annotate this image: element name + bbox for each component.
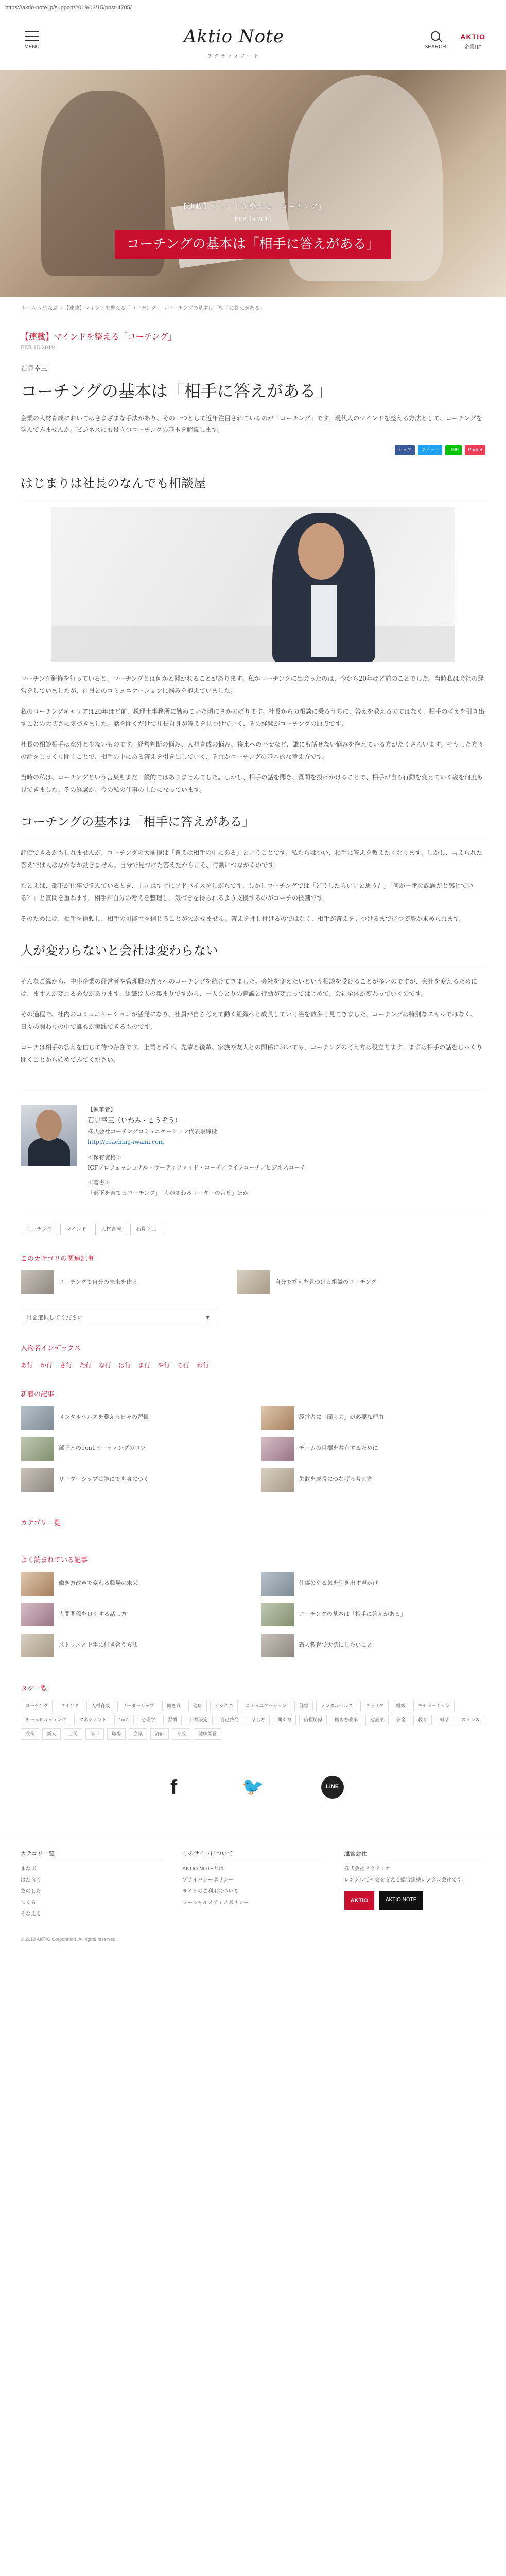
tagcloud-link[interactable]: リーダーシップ: [117, 1701, 159, 1711]
popular-title: コーチングの基本は「相手に答えがある」: [299, 1611, 406, 1618]
tagcloud-link[interactable]: 話し方: [247, 1715, 270, 1725]
search-button[interactable]: [425, 31, 446, 52]
facebook-icon[interactable]: f: [170, 1775, 178, 1799]
corp-label: 企業HP: [464, 44, 482, 50]
recent-article[interactable]: [261, 1468, 462, 1492]
popular-title: 仕事のやる気を引き出す声かけ: [299, 1580, 378, 1587]
site-footer: [0, 1835, 506, 1954]
company-desc: レンタルで社会を支える総合建機レンタル会社です。: [344, 1877, 467, 1883]
article-thumbnail: [261, 1634, 294, 1657]
tagcloud-link[interactable]: 会議: [129, 1728, 147, 1739]
copyright: © 2019 AKTIO Corporation. All rights reserved.: [21, 1936, 117, 1942]
search-icon: [431, 31, 440, 41]
section-heading: はじまりは社長のなんでも相談屋: [21, 473, 485, 500]
tagcloud-link[interactable]: 対話: [435, 1715, 453, 1725]
kana-link[interactable]: な行: [99, 1362, 112, 1369]
related-title: 自分で答えを見つける組織のコーチング: [275, 1278, 377, 1285]
recent-title: メンタルヘルスを整える日々の習慣: [59, 1414, 149, 1421]
article-thumbnail: [21, 1270, 54, 1294]
breadcrumb: ホーム › まなぶ › 【連載】マインドを整える「コーチング」 › コーチングの基本は「相手に答えがある」: [21, 297, 485, 320]
author-quals-title: ＜保有資格＞: [88, 1154, 121, 1161]
footer-heading: カテゴリ一覧: [21, 1848, 162, 1860]
recent-title: チームの目標を共有するために: [299, 1445, 378, 1452]
popular-title: 新人教育で大切にしたいこと: [299, 1641, 373, 1649]
recent-title: 部下との1on1ミーティングのコツ: [59, 1445, 146, 1452]
twitter-icon[interactable]: 🐦: [242, 1776, 264, 1797]
tagcloud-link[interactable]: 建設業: [365, 1715, 389, 1725]
hero-title: コーチングの基本は「相手に答えがある」: [115, 230, 391, 259]
popular-article[interactable]: [21, 1572, 221, 1596]
related-article[interactable]: [21, 1270, 221, 1294]
avatar: [21, 1105, 77, 1166]
tagcloud-link[interactable]: マネジメント: [74, 1715, 111, 1725]
kana-link[interactable]: ら行: [177, 1362, 190, 1369]
paragraph: コーチは相手の答えを信じて待つ存在です。上司と部下、先輩と後輩、家族や友人との関係においても、コーチングの考え方は役立ちます。まずは相手の話をじっくり聞くことから始めてみてください。: [21, 1043, 483, 1063]
tag-cloud: [21, 1701, 485, 1740]
tagcloud-link[interactable]: メンタルヘルス: [316, 1701, 357, 1711]
tagcloud-link[interactable]: 1on1: [114, 1715, 134, 1725]
kana-heading: 人物名インデックス: [21, 1344, 81, 1352]
aktio-note-logo[interactable]: AKTIO NOTE: [379, 1891, 423, 1910]
paragraph: その過程で、社内のコミュニケーションが活発になり、社員が自ら考えて動く組織へと成長していく姿を数多く見てきました。コーチングは特別なスキルではなく、日々の関わりの中で誰もが実践できるものです。: [21, 1010, 477, 1030]
author-profile: [21, 1092, 485, 1211]
breadcrumb-item[interactable]: 【連載】マインドを整える「コーチング」: [64, 306, 162, 311]
paragraph: 私のコーチングキャリアは20年ほど前、税理士事務所に勤めていた頃にさかのぼります。社長からの相談に乗るうちに、答えを教えるのではなく、相手の考えを引き出すことの大切さに気づきました。話を聞くだけで社長自身が答えを見つけていく、その経験がコーチングの原点です。: [21, 708, 485, 728]
footer-link[interactable]: ソーシャルメディアポリシー: [182, 1900, 249, 1906]
breadcrumb-item[interactable]: まなぶ: [42, 306, 58, 311]
social-links: [0, 1740, 506, 1835]
tagcloud-link[interactable]: コミュニケーション: [241, 1701, 291, 1711]
tagcloud-link[interactable]: マインド: [56, 1701, 83, 1711]
recent-list: [21, 1406, 485, 1492]
share-line-button[interactable]: LINE: [445, 445, 462, 455]
tagcloud-link[interactable]: 新人: [42, 1728, 61, 1739]
recent-article[interactable]: [21, 1406, 221, 1430]
chevron-down-icon: ▼: [205, 1315, 211, 1321]
footer-link[interactable]: そなえる: [21, 1911, 41, 1917]
aktio-logo[interactable]: AKTIO: [344, 1891, 374, 1910]
article-thumbnail: [261, 1572, 294, 1596]
footer-col-company: [344, 1848, 485, 1920]
article-tags: [21, 1224, 485, 1235]
tag-link[interactable]: コーチング: [21, 1224, 57, 1235]
footer-col-about: [182, 1848, 323, 1920]
article-thumbnail: [237, 1270, 270, 1294]
author-books: 「部下を育てるコーチング」「人が変わるリーダーの言葉」ほか: [88, 1190, 249, 1197]
popular-title: 人間関係を良くする話し方: [59, 1611, 127, 1618]
paragraph: コーチング研修を行っていると、コーチングとは何かと聞かれることがあります。私がコーチングに出会ったのは、今から20年ほど前のことでした。当時私は会社の経営をしていましたが、社員とのコミュニケーションに悩みを抱えていました。: [21, 675, 484, 695]
tagcloud-link[interactable]: ビジネス: [210, 1701, 238, 1711]
footer-heading: このサイトについて: [182, 1848, 323, 1860]
corporate-link[interactable]: [460, 31, 485, 52]
tagcloud-link[interactable]: キャリア: [360, 1701, 388, 1711]
recent-article[interactable]: [261, 1437, 462, 1461]
footer-link[interactable]: つくる: [21, 1900, 36, 1906]
related-title: コーチングで自分の未来を作る: [59, 1278, 138, 1285]
tagcloud-link[interactable]: 安全: [392, 1715, 410, 1725]
series-heading: このカテゴリの関連記事: [21, 1254, 94, 1262]
company-name: 株式会社アクティオ: [344, 1866, 390, 1872]
tagcloud-link[interactable]: モチベーション: [413, 1701, 455, 1711]
site-logo[interactable]: [184, 22, 284, 61]
hero-category[interactable]: 【連載】マインドを整える「コーチング」: [180, 203, 326, 211]
popular-article[interactable]: [21, 1634, 221, 1657]
article-category[interactable]: 【連載】マインドを整える「コーチング」: [21, 332, 177, 342]
line-icon[interactable]: LINE: [321, 1776, 344, 1799]
tagcloud-link[interactable]: 経営: [294, 1701, 313, 1711]
tag-link[interactable]: マインド: [60, 1224, 92, 1235]
site-header: [0, 13, 506, 70]
recent-article[interactable]: [261, 1406, 462, 1430]
article-thumbnail: [21, 1406, 54, 1430]
footer-link[interactable]: AKTIO NOTEとは: [182, 1866, 224, 1872]
author-name: 石見幸三（いわみ・こうぞう）: [88, 1116, 182, 1125]
archive-select[interactable]: [21, 1310, 216, 1325]
paragraph: 評価できるかもしれませんが、コーチングの大前提は「答えは相手の中にある」ということです。私たちはつい、相手に答えを教えたくなります。しかし、与えられた答えでは人はなかなか動きません。自分で見つけた答えだからこそ、行動につながるのです。: [21, 849, 483, 869]
article-author: 石見幸三: [21, 365, 48, 374]
popular-article[interactable]: [261, 1572, 462, 1596]
section-heading: 人が変わらないと会社は変わらない: [21, 940, 485, 967]
recent-article[interactable]: [21, 1437, 221, 1461]
paragraph: 社長の相談相手は意外と少ないものです。経営判断の悩み、人材育成の悩み、将来への不安など、誰にも話せない悩みを抱えている方がたくさんいます。そうした方々の話をじっくり聞くことで、相手の中にある答えを引き出していく、それがコーチングの基本的な考え方です。: [21, 741, 484, 761]
archive-placeholder: 月を選択してください: [26, 1315, 83, 1321]
tagcloud-link[interactable]: 働き方改革: [330, 1715, 362, 1725]
recent-article[interactable]: [21, 1468, 221, 1492]
kana-link[interactable]: ま行: [138, 1362, 151, 1369]
author-company: 株式会社コーチングコミュニケーション代表取締役: [88, 1128, 217, 1136]
tagcloud-link[interactable]: ストレス: [457, 1715, 484, 1725]
tagcloud-link[interactable]: 職場: [107, 1728, 126, 1739]
tagcloud-link[interactable]: 習慣: [163, 1715, 182, 1725]
menu-button[interactable]: [21, 31, 43, 52]
tagcloud-link[interactable]: 働き方: [162, 1701, 185, 1711]
article-thumbnail: [21, 1572, 54, 1596]
footer-link[interactable]: はたらく: [21, 1877, 41, 1883]
popular-article[interactable]: [261, 1634, 462, 1657]
share-buttons: [21, 445, 485, 455]
footer-link[interactable]: プライバシーポリシー: [182, 1877, 234, 1883]
tagcloud-link[interactable]: 信頼関係: [299, 1715, 327, 1725]
kana-link[interactable]: わ行: [197, 1362, 210, 1369]
tagcloud-link[interactable]: 評価: [150, 1728, 169, 1739]
section-heading: コーチングの基本は「相手に答えがある」: [21, 811, 485, 838]
paragraph: そんなご縁から、中小企業の経営者や管理職の方々へのコーチングを続けてきました。会社を変えたいという相談を受けることが多いのですが、会社を変えるためには、まず人が変わる必要があります。組織は人の集まりですから、一人ひとりの意識と行動が変わってはじめて、会社全体が変わっていくのです。: [21, 977, 478, 997]
article-lead: 企業の人材育成においてはさまざまな手法があり、その一つとして近年注目されているのが「コーチング」です。現代人のマインドを整える方法として、コーチングを学んでみませんか。ビジネスにも役立つコーチングの基本を解説します。: [21, 414, 482, 434]
recent-title: 経営者に「聞く力」が必要な理由: [299, 1414, 384, 1421]
tag-link[interactable]: 人材育成: [95, 1224, 127, 1235]
share-twitter-button[interactable]: ツイート: [418, 445, 443, 455]
browser-url: https://aktio-note.jp/support/2019/02/15/post-4705/: [0, 0, 506, 13]
breadcrumb-item[interactable]: ホーム: [21, 306, 36, 311]
tagcloud-link[interactable]: 成長: [21, 1728, 39, 1739]
article-title: コーチングの基本は「相手に答えがある」: [21, 381, 333, 401]
author-label: 【執筆者】: [88, 1106, 116, 1113]
tagcloud-link[interactable]: 目標設定: [185, 1715, 213, 1725]
tagcloud-link[interactable]: 上司: [64, 1728, 82, 1739]
share-facebook-button[interactable]: シェア: [395, 445, 415, 455]
corp-brand: AKTIO: [460, 32, 485, 41]
tagcloud-link[interactable]: 心理学: [137, 1715, 160, 1725]
kana-link[interactable]: さ行: [60, 1362, 73, 1369]
popular-title: ストレスと上手に付き合う方法: [59, 1641, 138, 1649]
tagcloud-link[interactable]: 組織: [392, 1701, 410, 1711]
related-article[interactable]: [237, 1270, 438, 1294]
article-thumbnail: [261, 1468, 294, 1492]
kana-link[interactable]: は行: [118, 1362, 131, 1369]
footer-heading: 運営会社: [344, 1848, 485, 1860]
categories-heading: カテゴリ一覧: [21, 1518, 61, 1527]
popular-article[interactable]: [21, 1603, 221, 1626]
tagcloud-link[interactable]: チームビルディング: [21, 1715, 71, 1725]
tagcloud-link[interactable]: 自己啓発: [216, 1715, 243, 1725]
article-thumbnail: [261, 1437, 294, 1461]
paragraph: 当時の私は、コーチングという言葉もまだ一般的ではありませんでした。しかし、相手の話を聞き、質問を投げかけることで、相手が自ら行動を変えていく姿を何度も見てきました。その経験が、今の私の仕事の土台になっています。: [21, 774, 483, 794]
tagcloud-link[interactable]: 聞く力: [273, 1715, 296, 1725]
article-thumbnail: [21, 1634, 54, 1657]
hero-image: [0, 70, 506, 297]
author-site-link[interactable]: http://coaching-iwami.com: [88, 1138, 164, 1145]
tagcloud-link[interactable]: 教育: [413, 1715, 432, 1725]
article-thumbnail: [261, 1603, 294, 1626]
tagcloud-link[interactable]: 育成: [172, 1728, 190, 1739]
article-thumbnail: [261, 1406, 294, 1430]
recent-heading: 新着の記事: [21, 1389, 55, 1398]
breadcrumb-item: コーチングの基本は「相手に答えがある」: [167, 306, 265, 311]
logo-main: Aktio Note: [183, 26, 284, 47]
kana-link[interactable]: た行: [79, 1362, 92, 1369]
logo-sub: アクティオノート: [207, 53, 260, 59]
tagcloud-link[interactable]: 人材育成: [86, 1701, 114, 1711]
author-quals: ICFプロフェッショナル・サーティファイド・コーチ／ライフコーチ／ビジネスコーチ: [88, 1164, 306, 1171]
tagcloud-link[interactable]: 部下: [85, 1728, 104, 1739]
paragraph: たとえば、部下が仕事で悩んでいるとき、上司はすぐにアドバイスをしがちです。しかしコーチングでは「どうしたらいいと思う？」「何が一番の課題だと感じている？」と質問を重ねます。相手が自分の考えを整理し、気づきを得られるよう支援するのがコーチの役割です。: [21, 882, 474, 902]
article-date: FEB.15.2019: [21, 345, 55, 351]
article-thumbnail: [21, 1468, 54, 1492]
tagcloud-link[interactable]: コーチング: [21, 1701, 53, 1711]
paragraph: そのためには、相手を信頼し、相手の可能性を信じることが欠かせません。答えを押し付けるのではなく、相手が答えを見つけるまで待つ姿勢が求められます。: [21, 915, 465, 923]
tagcloud-link[interactable]: 健康経営: [194, 1728, 221, 1739]
share-pocket-button[interactable]: Pocket: [465, 445, 485, 455]
popular-heading: よく読まれている記事: [21, 1555, 88, 1564]
footer-link[interactable]: サイトのご利用について: [182, 1888, 239, 1894]
article-thumbnail: [21, 1603, 54, 1626]
search-label: SEARCH: [424, 44, 446, 50]
popular-title: 働き方改革で変わる職場の未来: [59, 1580, 138, 1587]
article-thumbnail: [21, 1437, 54, 1461]
popular-list: [21, 1572, 485, 1657]
recent-title: 失敗を成長につなげる考え方: [299, 1476, 373, 1483]
kana-link[interactable]: か行: [40, 1362, 53, 1369]
tagcloud-heading: タグ一覧: [21, 1684, 48, 1692]
kana-link[interactable]: や行: [158, 1362, 170, 1369]
hero-date: FEB.15.2019: [234, 216, 272, 223]
menu-label: MENU: [24, 44, 40, 50]
footer-link[interactable]: まなぶ: [21, 1866, 36, 1872]
kana-index: [21, 1360, 485, 1370]
hamburger-icon: [25, 31, 39, 41]
footer-col-categories: [21, 1848, 162, 1920]
recent-title: リーダーシップは誰にでも身につく: [59, 1476, 149, 1483]
popular-article[interactable]: [261, 1603, 462, 1626]
author-books-title: ＜著書＞: [88, 1179, 110, 1187]
footer-link[interactable]: たのしむ: [21, 1888, 41, 1894]
kana-link[interactable]: あ行: [21, 1362, 33, 1369]
article-photo: [51, 507, 455, 662]
tagcloud-link[interactable]: 健康: [188, 1701, 207, 1711]
tag-link[interactable]: 石見幸三: [130, 1224, 162, 1235]
